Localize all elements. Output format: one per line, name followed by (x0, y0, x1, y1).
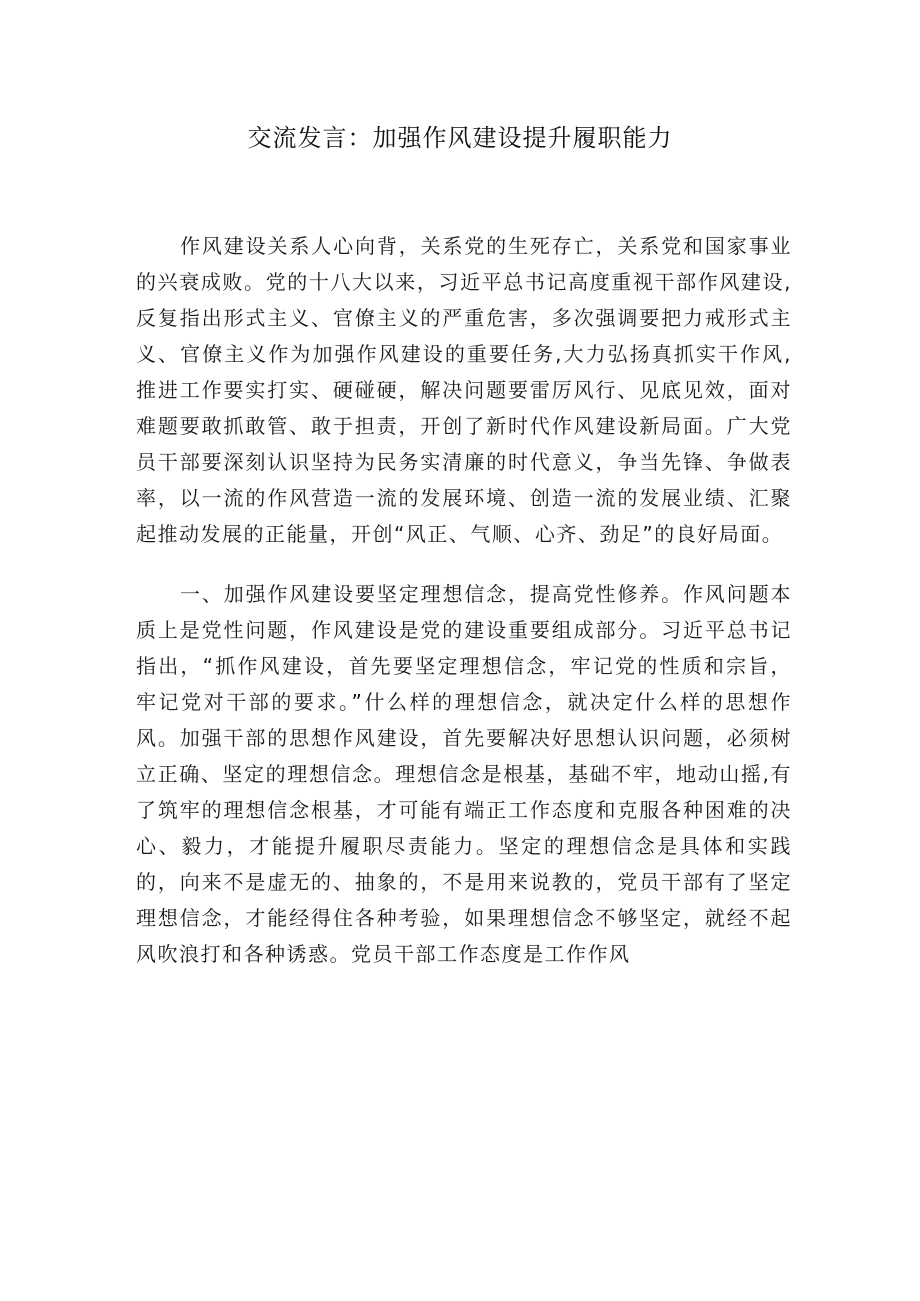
document-body (136, 228, 792, 972)
paragraph-intro: 作风建设关系人心向背，关系党的生死存亡，关系党和国家事业的兴衰成败。党的十八大以来，习近平总书记高度重视干部作风建设,反复指出形式主义、官僚主义的严重危害，多次强调要把力戒形式主义、官僚主义作为加强作风建设的重要任务,大力弘扬真抓实干作风,推进工作要实打实、硬碰硬，解决问题要雷厉风行、见底见效，面对难题要敢抓敢管、敢于担责，开创了新时代作风建设新局面。广大党员干部要深刻认识坚持为民务实清廉的时代意义，争当先锋、争做表率，以一流的作风营造一流的发展环境、创造一流的发展业绩、汇聚起推动发展的正能量，开创“风正、气顺、心齐、劲足”的良好局面。 (136, 234, 792, 546)
paragraph-spacer (136, 552, 792, 576)
paragraph-section-one: 一、加强作风建设要坚定理想信念，提高党性修养。作风问题本质上是党性问题，作风建设是党的建设重要组成部分。习近平总书记指出，“抓作风建设，首先要坚定理想信念，牢记党的性质和宗旨，牢记党对干部的要求。”什么样的理想信念，就决定什么样的思想作风。加强干部的思想作风建设，首先要解决好思想认识问题，必须树立正确、坚定的理想信念。理想信念是根基，基础不牢，地动山摇,有了筑牢的理想信念根基，才可能有端正工作态度和克服各种困难的决心、毅力，才能提升履职尽责能力。坚定的理想信念是具体和实践的，向来不是虚无的、抽象的，不是用来说教的，党员干部有了坚定理想信念，才能经得住各种考验，如果理想信念不够坚定，就经不起风吹浪打和各种诱惑。党员干部工作态度是工作作风 (136, 582, 792, 966)
document-title: 交流发言：加强作风建设提升履职能力 (247, 124, 673, 152)
